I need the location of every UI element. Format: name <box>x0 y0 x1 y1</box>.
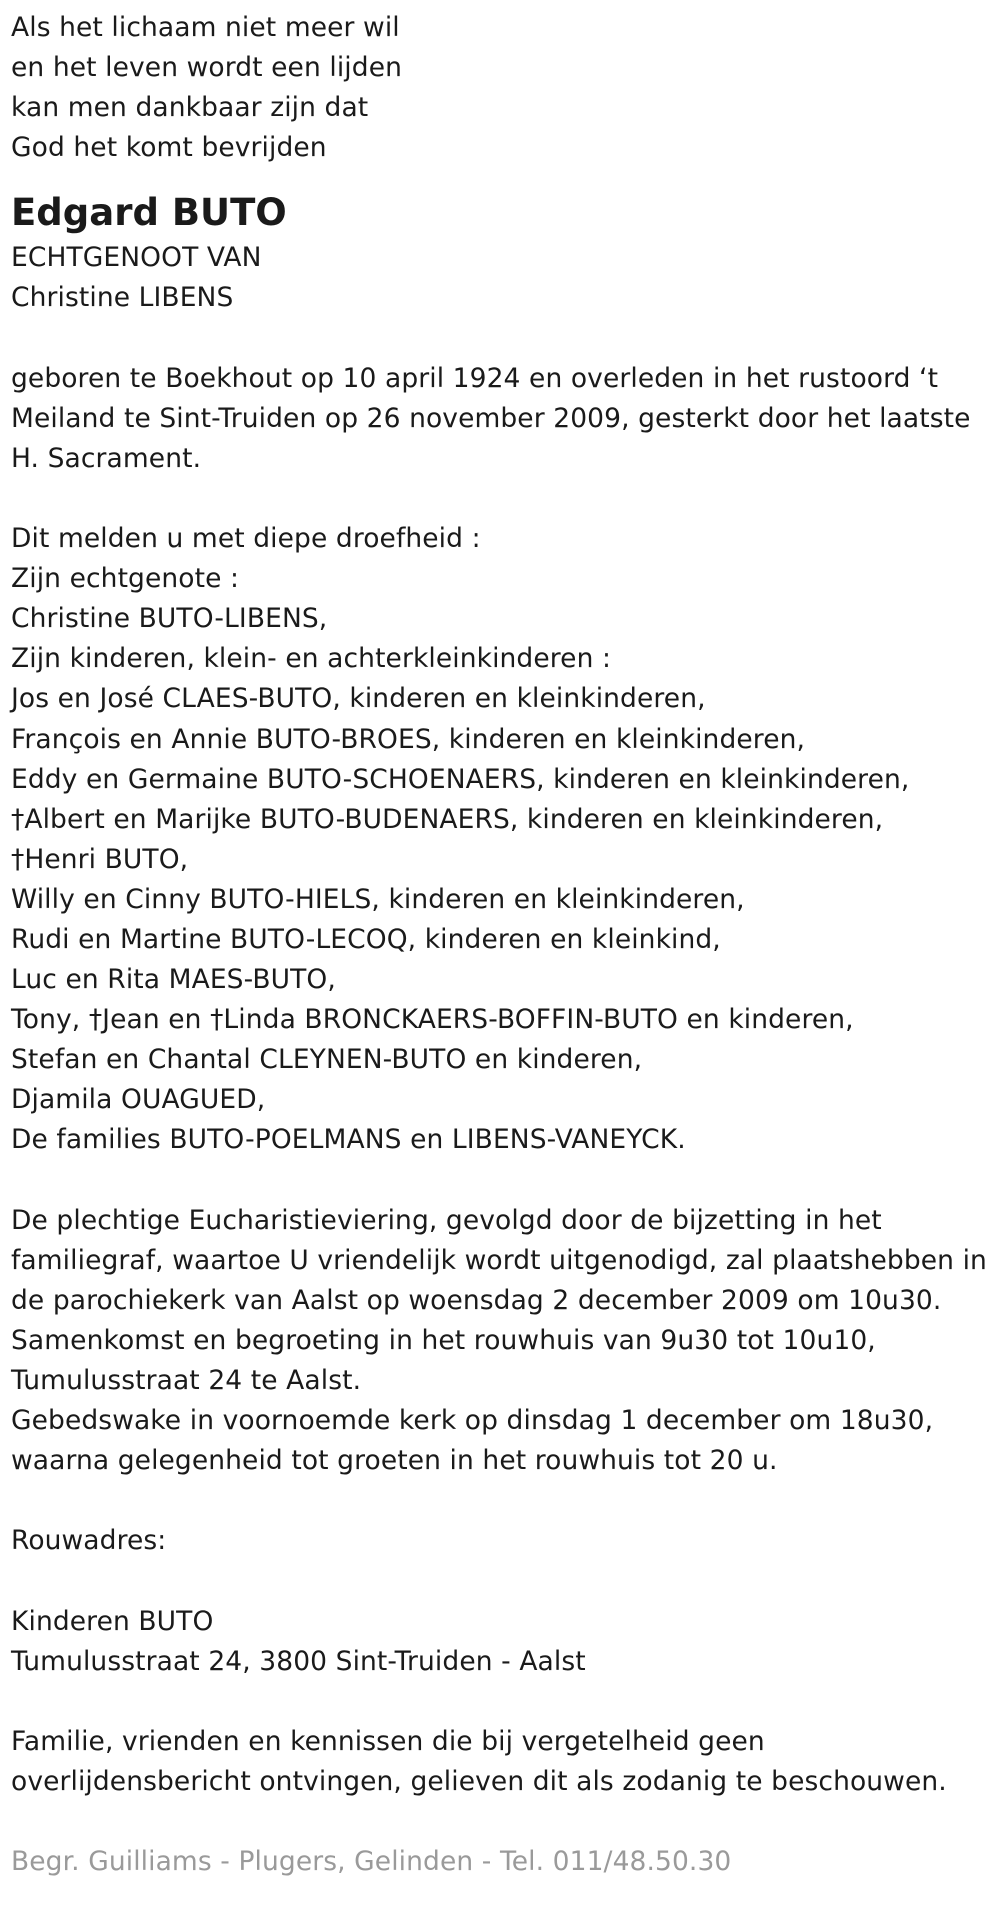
mourning-address <box>11 1521 1000 1681</box>
family-member: †Albert en Marijke BUTO-BUDENAERS, kinderen en kleinkinderen, <box>11 803 884 835</box>
poem-line: en het leven wordt een lijden <box>11 52 402 84</box>
ceremony-line: familiegraf, waartoe U vriendelijk wordt uitgenodigd, zal plaatshebben in <box>11 1244 987 1276</box>
spacer <box>11 1561 1000 1601</box>
ceremony-line: waarna gelegenheid tot groeten in het rouwhuis tot 20 u. <box>11 1445 778 1477</box>
spacer <box>11 1682 1000 1722</box>
ceremony-line: Samenkomst en begroeting in het rouwhuis van 9u30 tot 10u10, <box>11 1324 876 1356</box>
address-street: Tumulusstraat 24, 3800 Sint-Truiden - Aalst <box>11 1645 586 1677</box>
ceremony <box>11 1201 1000 1482</box>
ceremony-line: Tumulusstraat 24 te Aalst. <box>11 1365 362 1396</box>
poem-line: God het komt bevrijden <box>11 132 327 164</box>
family-member: François en Annie BUTO-BROES, kinderen en kleinkinderen, <box>11 723 806 755</box>
undertaker-footer: Begr. Guilliams - Plugers, Gelinden - Tel. 011/48.50.30 <box>11 1846 732 1878</box>
spouse-name: Christine BUTO-LIBENS, <box>11 603 328 635</box>
spacer <box>11 1481 1000 1521</box>
biography-line: geboren te Boekhout op 10 april 1924 en overleden in het rustoord ‘t <box>11 362 939 394</box>
family-member: Eddy en Germaine BUTO-SCHOENAERS, kinderen en kleinkinderen, <box>11 763 910 795</box>
poem-line: kan men dankbaar zijn dat <box>11 92 369 124</box>
ceremony-line: de parochiekerk van Aalst op woensdag 2 december 2009 om 10u30. <box>11 1284 942 1316</box>
family-member: Jos en José CLAES-BUTO, kinderen en kleinkinderen, <box>11 683 706 715</box>
notice-line: overlijdensbericht ontvingen, gelieven dit als zodanig te beschouwen. <box>11 1765 947 1797</box>
spacer <box>11 168 1000 190</box>
spacer <box>11 319 1000 359</box>
announcement-intro: Dit melden u met diepe droefheid : <box>11 523 481 555</box>
family-member: De families BUTO-POELMANS en LIBENS-VANEYCK. <box>11 1124 686 1156</box>
notice-line: Familie, vrienden en kennissen die bij vergetelheid geen <box>11 1725 765 1757</box>
ceremony-line: Gebedswake in voornoemde kerk op dinsdag 1 december om 18u30, <box>11 1405 934 1437</box>
family-member: Tony, †Jean en †Linda BRONCKAERS-BOFFIN-BUTO en kinderen, <box>11 1004 854 1036</box>
family-member: Luc en Rita MAES-BUTO, <box>11 964 336 996</box>
family-member: Stefan en Chantal CLEYNEN-BUTO en kinderen, <box>11 1044 643 1076</box>
family-member: †Henri BUTO, <box>11 843 189 875</box>
deceased-name: Edgard BUTO <box>11 191 287 235</box>
biography <box>11 359 1000 479</box>
family-member: Willy en Cinny BUTO-HIELS, kinderen en kleinkinderen, <box>11 883 745 915</box>
spacer <box>11 1802 1000 1842</box>
children-label: Zijn kinderen, klein- en achterkleinkinderen : <box>11 643 612 675</box>
spacer <box>11 479 1000 519</box>
announcement <box>11 519 1000 1161</box>
family-member: Djamila OUAGUED, <box>11 1084 266 1116</box>
biography-line: Meiland te Sint-Truiden op 26 november 2009, gesterkt door het laatste <box>11 402 971 434</box>
poem-line: Als het lichaam niet meer wil <box>11 12 400 43</box>
family-member: Rudi en Martine BUTO-LECOQ, kinderen en kleinkind, <box>11 923 721 955</box>
notice <box>11 1722 1000 1802</box>
spacer <box>11 1161 1000 1201</box>
address-label: Rouwadres: <box>11 1525 167 1557</box>
deceased-spouse: Christine LIBENS <box>11 282 234 314</box>
spouse-label: Zijn echtgenote : <box>11 563 240 595</box>
biography-line: H. Sacrament. <box>11 442 202 474</box>
ceremony-line: De plechtige Eucharistieviering, gevolgd door de bijzetting in het <box>11 1204 882 1236</box>
deceased-block <box>11 190 1000 318</box>
address-name: Kinderen BUTO <box>11 1605 214 1637</box>
deceased-relation: ECHTGENOOT VAN <box>11 242 262 274</box>
poem <box>11 8 1000 168</box>
